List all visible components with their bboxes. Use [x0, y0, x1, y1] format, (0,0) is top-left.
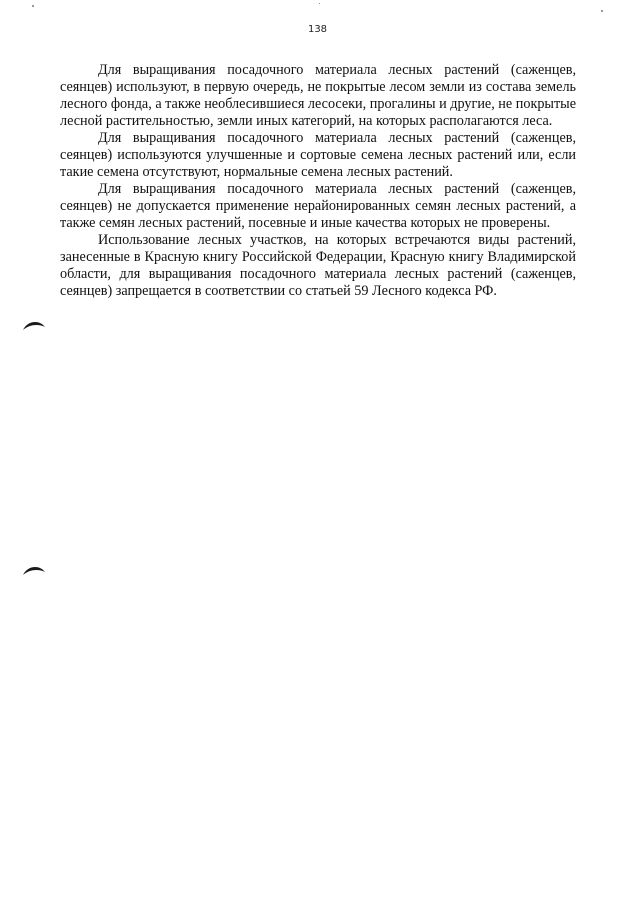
scan-speck: [601, 10, 603, 12]
document-body: [60, 62, 576, 300]
page-number: 138: [307, 24, 328, 35]
scan-speck: [319, 3, 320, 4]
paragraph-2: Для выращивания посадочного материала лесных растений (саженцев, сеянцев) используются улучшенные и сортовые семена лесных растений или, если такие семена отсутствуют, нормальные семена лесных растений.: [60, 130, 576, 180]
punch-hole-mark-top: [22, 318, 46, 332]
scan-speck: [32, 5, 34, 7]
paragraph-3: Для выращивания посадочного материала лесных растений (саженцев, сеянцев) не допускается применение нерайонированных семян лесных растений, а также семян лесных растений, посевные и иные качества которых не проверены.: [60, 181, 576, 231]
paragraph-1: Для выращивания посадочного материала лесных растений (саженцев, сеянцев) используют, в первую очередь, не покрытые лесом земли из состава земель лесного фонда, а также необлесившиеся лесосеки, прогалины и другие, не покрытые лесной растительностью, земли иных категорий, на которых располагаются леса.: [60, 62, 576, 129]
punch-hole-mark-bottom: [22, 563, 46, 577]
paragraph-4: Использование лесных участков, на которых встречаются виды растений, занесенные в Красную книгу Российской Федерации, Красную книгу Владимирской области, для выращивания посадочного материала лесных растений (саженцев, сеянцев) запрещается в соответствии со статьей 59 Лесного кодекса РФ.: [60, 232, 576, 299]
